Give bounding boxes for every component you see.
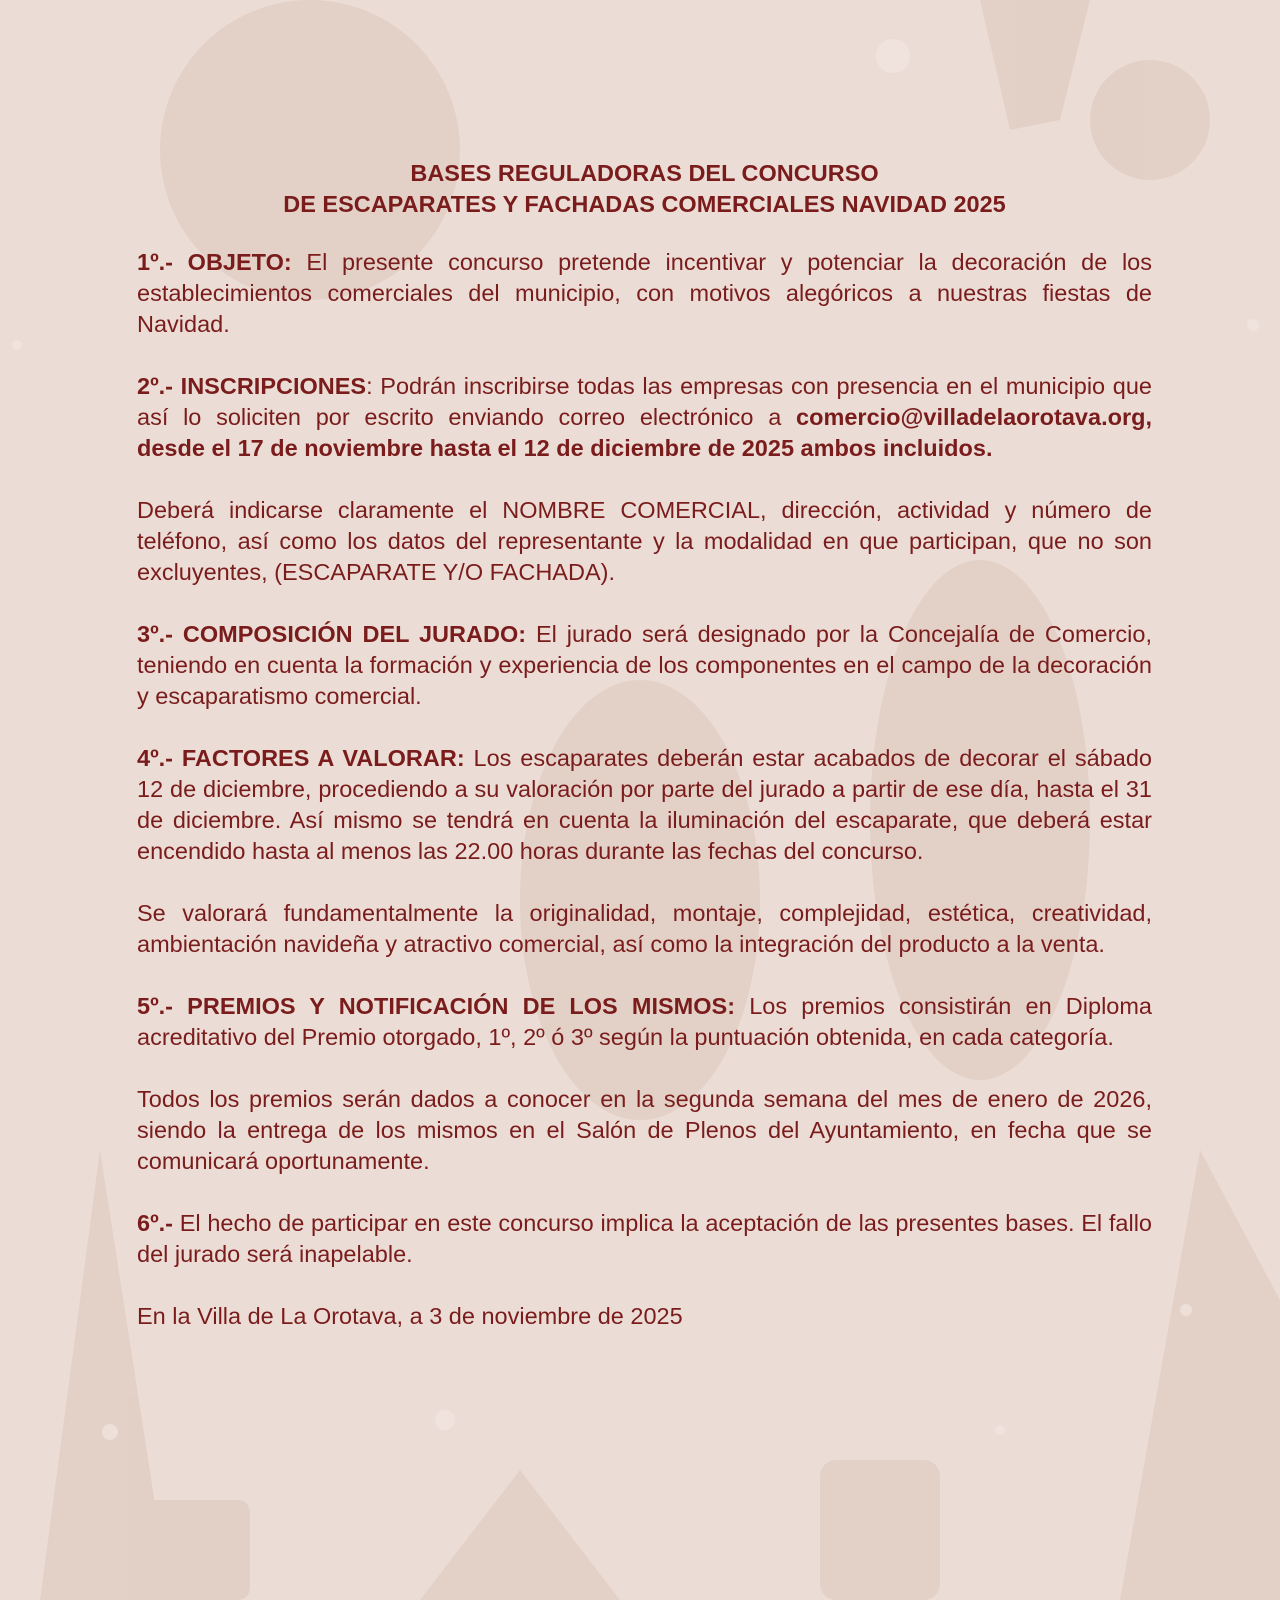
section-4-label: 4º.- FACTORES A VALORAR: [137,745,465,771]
section-2-inscripciones [137,371,1152,464]
house-shape [420,1470,620,1600]
document-body [137,158,1152,1363]
section-3-jurado [137,619,1152,712]
section-5-announcement: Todos los premios serán dados a conocer en la segunda semana del mes de enero de 2026, siendo la entrega de los mismos en el Salón de Plenos del Ayuntamiento, en fecha que se comunicará oportunamente. [137,1086,1152,1174]
registration-dates: desde el 17 de noviembre hasta el 12 de diciembre de 2025 ambos incluidos. [137,435,993,461]
star-shape [980,0,1090,130]
section-6-text: El hecho de participar en este concurso implica la aceptación de las presentes bases. El fallo del jurado será inapelable. [137,1210,1152,1267]
section-2-details: Deberá indicarse claramente el NOMBRE COMERCIAL, dirección, actividad y número de teléfono, así como los datos del representante y la modalidad en que participan, que no son excluyentes, (ESCAPARATE Y/O FACHADA). [137,497,1152,585]
section-3-text: El jurado será designado por la Concejalía de Comercio, teniendo en cuenta la formación y experiencia de los componentes en el campo de la decoración y escaparatismo comercial. [137,621,1153,709]
section-5-label: 5º.- PREMIOS Y NOTIFICACIÓN DE LOS MISMOS: [137,993,736,1019]
contact-email: comercio@villadelaorotava.org, [796,404,1152,430]
title-line-2: DE ESCAPARATES Y FACHADAS COMERCIALES NAVIDAD 2025 [283,191,1006,217]
section-4-text: Los escaparates deberán estar acabados de decorar el sábado 12 de diciembre, procediendo a su valoración por parte del jurado a partir de ese día, hasta el 31 de diciembre. Así mismo se tendrá en cuenta la iluminación del escaparate, que deberá estar encendido hasta al menos las 22.00 horas durante las fechas del concurso. [137,745,1152,864]
section-4-factores [137,743,1152,867]
document-title [137,158,1152,220]
title-line-1: BASES REGULADORAS DEL CONCURSO [410,160,879,186]
section-2-label: 2º.- INSCRIPCIONES [137,373,367,399]
place-and-date: En la Villa de La Orotava, a 3 de noviembre de 2025 [137,1303,683,1329]
section-1-label: 1º.- OBJETO: [137,249,292,275]
section-2-text: : Podrán inscribirse todas las empresas con presencia en el municipio que así lo soliciten por escrito enviando correo electrónico a [137,373,1152,430]
section-4-criteria: Se valorará fundamentalmente la originalidad, montaje, complejidad, estética, creatividad, ambientación navideña y atractivo comercial, así como la integración del producto a la venta. [137,900,1152,957]
gift-bag-shape [820,1460,940,1600]
section-6-label: 6º.- [137,1210,174,1236]
section-5-text: Los premios consistirán en Diploma acreditativo del Premio otorgado, 1º, 2º ó 3º según la puntuación obtenida, en cada categoría. [137,993,1153,1050]
section-3-label: 3º.- COMPOSICIÓN DEL JURADO: [137,621,527,647]
section-1-text: El presente concurso pretende incentivar y potenciar la decoración de los establecimientos comerciales del municipio, con motivos alegóricos a nuestras fiestas de Navidad. [137,249,1152,337]
section-5-premios [137,991,1152,1053]
section-1-objeto [137,247,1152,340]
section-6-aceptacion [137,1208,1152,1270]
